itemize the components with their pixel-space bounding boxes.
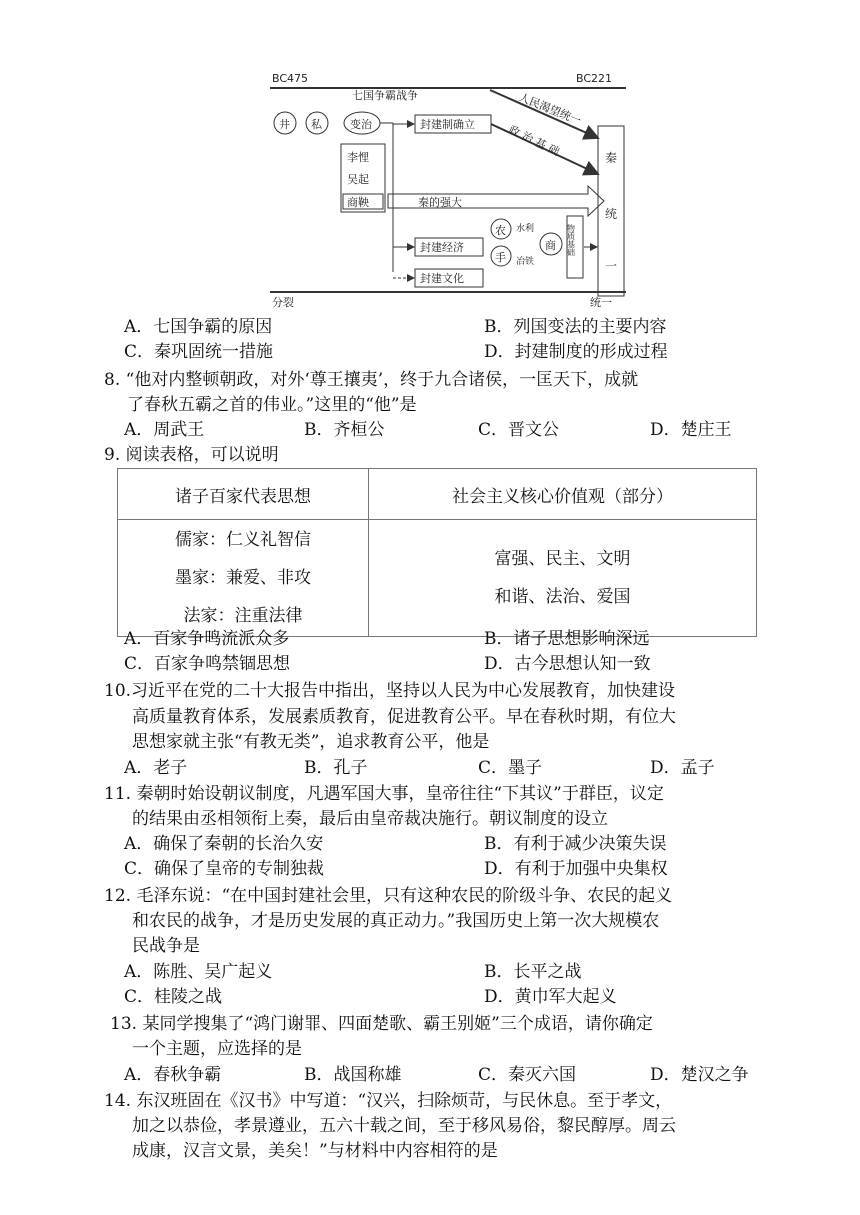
- circle-jing-label: 井: [279, 118, 290, 131]
- q9-left-row: 法家：注重法律: [183, 606, 303, 626]
- q9-left-cell: [118, 520, 369, 637]
- label-iron-smelting: 冶铁: [516, 257, 535, 267]
- q10-line3: 思想家就主张“有教无类”，追求教育公平，他是: [132, 732, 490, 752]
- q9-header-right: 社会主义核心价值观（部分）: [369, 469, 757, 520]
- label-irrigation: 水利: [516, 224, 535, 234]
- q7-option-d: D．封建制度的形成过程: [484, 342, 668, 362]
- q8-option-d: D．楚庄王: [650, 420, 732, 440]
- q12-option-a: A．陈胜、吴广起义: [124, 962, 273, 982]
- q10-option-a: A．老子: [124, 758, 188, 778]
- reformer-shangyang: 商鞅: [347, 196, 369, 209]
- circle-agri-label: 农: [495, 224, 506, 237]
- q13-option-b: B．战国称雄: [304, 1065, 402, 1085]
- q14-line2: 加之以恭俭，孝景遵业，五六十载之间，至于移风易俗，黎民醇厚。周云: [132, 1116, 676, 1136]
- q9-option-a: A．百家争鸣流派众多: [124, 629, 290, 649]
- q12-option-b: B．长平之战: [484, 962, 582, 982]
- q11-line1: 11. 秦朝时始设朝议制度，凡遇军国大事，皇帝往往“下其议”于群臣，议定: [104, 784, 664, 804]
- qin-unify-char-3: 一: [605, 259, 618, 273]
- q10-option-d: D．孟子: [650, 758, 715, 778]
- qin-unify-char-2: 统: [605, 207, 618, 221]
- q8-stem-line2: 了春秋五霸之首的伟业。”这里的“他”是: [127, 395, 417, 415]
- year-bc221: BC221: [576, 72, 613, 85]
- q9-table: [117, 468, 757, 637]
- qin-unify-char-1: 秦: [605, 151, 618, 165]
- q10-option-b: B．孔子: [304, 758, 368, 778]
- label-unification: 统一: [590, 296, 612, 309]
- year-bc475: BC475: [272, 72, 309, 85]
- arrow-qin-strong-label: 秦的强大: [418, 196, 462, 209]
- q13-line1: 13. 某同学搜集了“鸿门谢罪、四面楚歌、霸王别姬”三个成语，请你确定: [110, 1014, 653, 1034]
- q12-line2: 和农民的战争，才是历史发展的真正动力。”我国历史上第一次大规模农: [132, 911, 660, 931]
- q7-option-b: B．列国变法的主要内容: [484, 317, 667, 337]
- q7-option-c: C．秦巩固统一措施: [124, 342, 274, 362]
- q10-line1: 10.习近平在党的二十大报告中指出，坚持以人民为中心发展教育，加快建设: [104, 681, 676, 701]
- q9-option-b: B．诸子思想影响深远: [484, 629, 650, 649]
- circle-commerce-label: 商: [545, 239, 556, 252]
- q9-right-row: 和谐、法治、爱国: [494, 587, 631, 607]
- q8-stem-line1: 8. “他对内整顿朝政，对外‘尊王攘夷’，终于九合诸侯，一匡天下，成就: [104, 370, 639, 390]
- q9-left-row: 墨家：兼爱、非攻: [175, 568, 311, 588]
- circle-si-label: 私: [311, 118, 322, 131]
- q9-stem: 9. 阅读表格，可以说明: [104, 445, 279, 465]
- box-feudal-established-label: 封建制确立: [420, 118, 475, 131]
- circle-handicraft-label: 手: [495, 251, 506, 264]
- q9-header-left: 诸子百家代表思想: [118, 469, 369, 520]
- q12-option-c: C．桂陵之战: [124, 987, 223, 1007]
- q13-option-a: A．春秋争霸: [124, 1065, 222, 1085]
- q12-line1: 12. 毛泽东说：“在中国封建社会里，只有这种农民的阶级斗争、农民的起义: [104, 886, 673, 906]
- q11-option-c: C．确保了皇帝的专制独裁: [124, 859, 325, 879]
- box-feudal-economy-label: 封建经济: [420, 241, 464, 254]
- label-seven-states: 七国争霸战争: [352, 89, 418, 102]
- q9-option-d: D．古今思想认知一致: [484, 654, 651, 674]
- q7-option-a: A．七国争霸的原因: [124, 317, 273, 337]
- q14-line1: 14. 东汉班固在《汉书》中写道：“汉兴，扫除烦苛，与民休息。至于孝文，: [104, 1091, 673, 1111]
- label-division: 分裂: [272, 296, 294, 309]
- q10-line2: 高质量教育体系，发展素质教育，促进教育公平。早在春秋时期，有位大: [132, 707, 676, 727]
- q8-option-b: B．齐桓公: [304, 420, 385, 440]
- q10-option-c: C．墨子: [478, 758, 543, 778]
- q9-option-c: C．百家争鸣禁锢思想: [124, 654, 291, 674]
- q9-right-row: 富强、民主、文明: [494, 549, 631, 569]
- circle-bianzhi-label: 变治: [350, 118, 372, 131]
- q13-line2: 一个主题，应选择的是: [132, 1039, 302, 1059]
- q8-option-a: A．周武王: [124, 420, 205, 440]
- q14-line3: 成康，汉言文景，美矣！”与材料中内容相符的是: [132, 1141, 498, 1161]
- q11-option-b: B．有利于减少决策失误: [484, 834, 667, 854]
- q11-line2: 的结果由丞相领衔上奏，最后由皇帝裁决施行。朝议制度的设立: [132, 809, 608, 829]
- reformer-likui: 李悝: [347, 151, 369, 164]
- q11-option-a: A．确保了秦朝的长治久安: [124, 834, 324, 854]
- q13-option-c: C．秦灭六国: [478, 1065, 577, 1085]
- q9-left-row: 儒家：仁义礼智信: [175, 530, 311, 550]
- label-political-base: 政 治 基 础: [506, 123, 562, 159]
- q8-option-c: C．晋文公: [478, 420, 560, 440]
- q13-option-d: D．楚汉之争: [650, 1065, 749, 1085]
- reformer-wuqi: 吴起: [347, 173, 369, 186]
- q12-option-d: D．黄巾军大起义: [484, 987, 617, 1007]
- q9-right-cell: [369, 520, 757, 637]
- q11-option-d: D．有利于加强中央集权: [484, 859, 668, 879]
- box-feudal-culture-label: 封建文化: [420, 272, 464, 285]
- material-base-label: 物质基础: [566, 224, 576, 256]
- label-people-wish: 人民渴望统一: [516, 90, 583, 128]
- history-diagram: [268, 66, 628, 311]
- q12-line3: 民战争是: [132, 936, 200, 956]
